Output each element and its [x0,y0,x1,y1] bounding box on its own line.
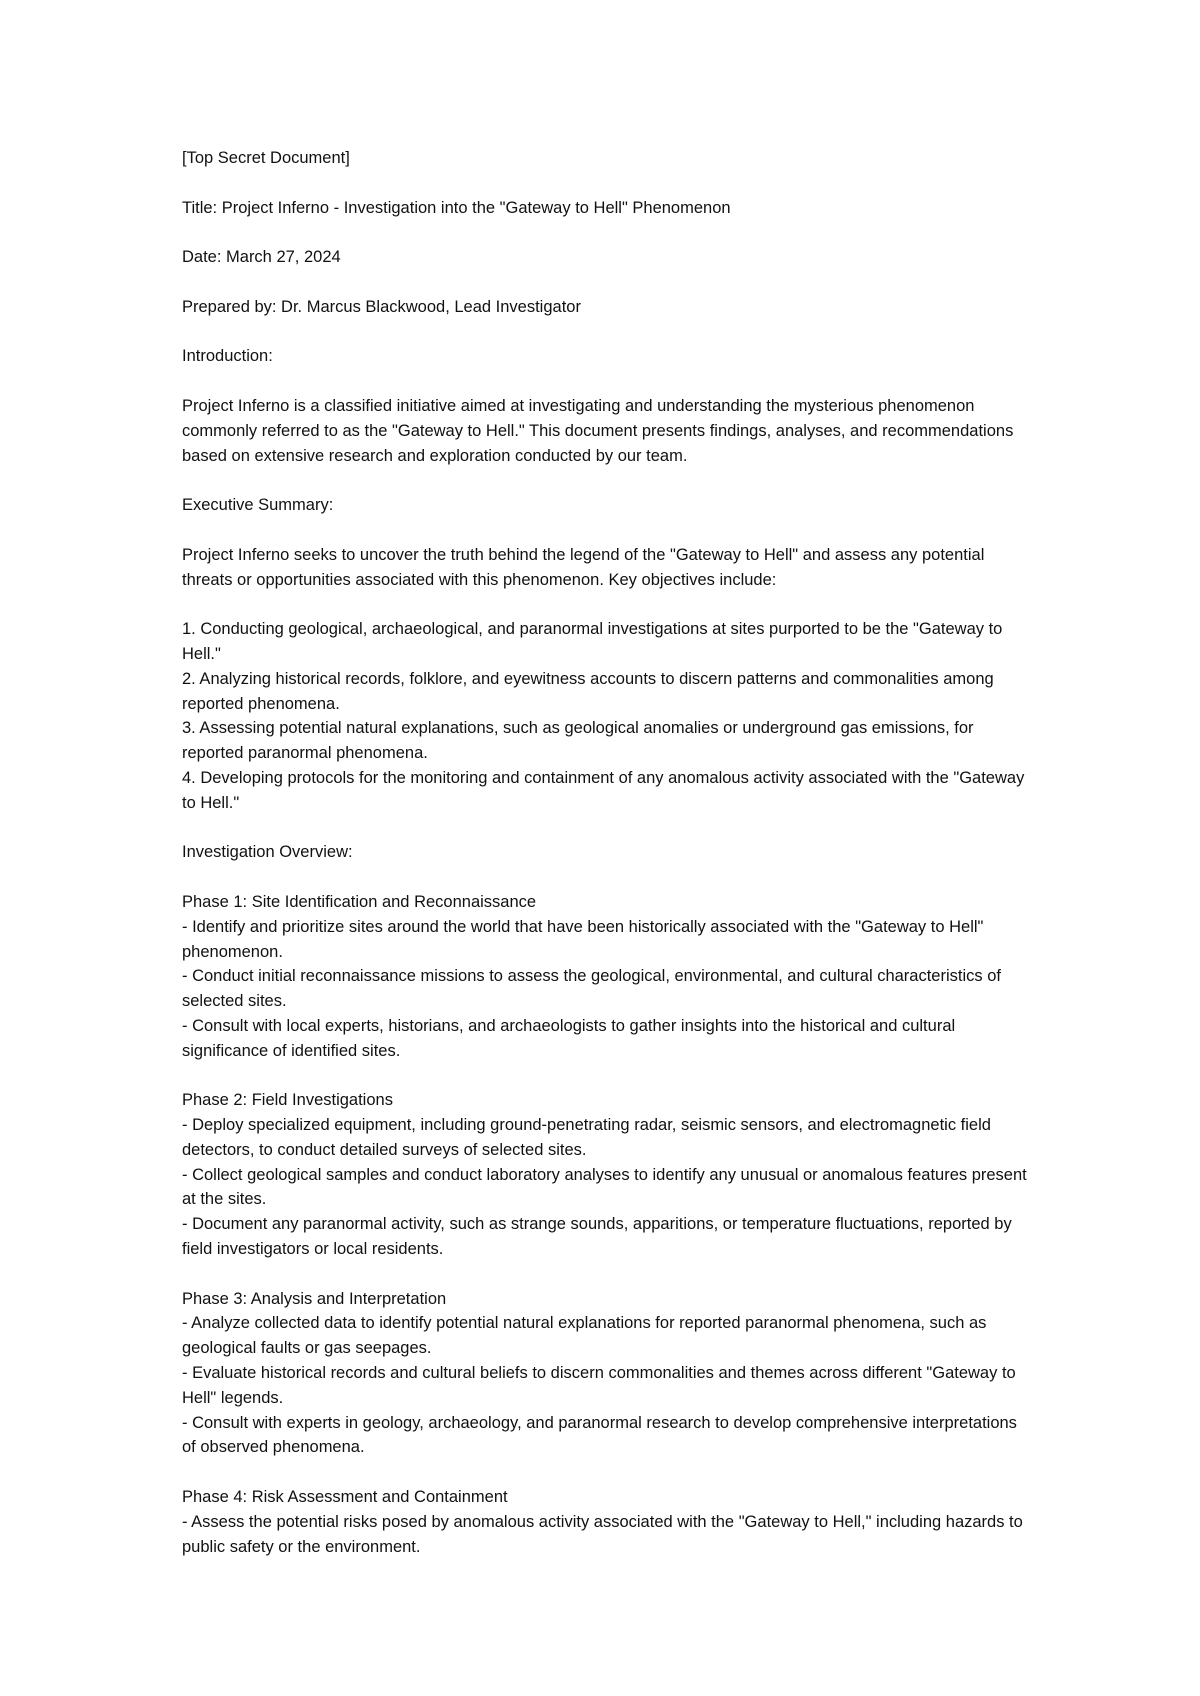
objective-item: 4. Developing protocols for the monitoring and containment of any anomalous activity associated with the "Gateway to Hell." [182,768,1025,812]
phase-item: - Consult with local experts, historians, and archaeologists to gather insights into the historical and cultural significance of identified sites. [182,1016,956,1060]
phase-item: - Identify and prioritize sites around the world that have been historically associated with the "Gateway to Hell" phenomenon. [182,917,984,961]
executive-summary-body: Project Inferno seeks to uncover the truth behind the legend of the "Gateway to Hell" and assess any potential threats or opportunities associated with this phenomenon. Key objectives include: [182,545,985,589]
phase-item: - Consult with experts in geology, archaeology, and paranormal research to develop comprehensive interpretations of observed phenomena. [182,1413,1017,1457]
document-author: Prepared by: Dr. Marcus Blackwood, Lead Investigator [182,297,581,316]
objective-item: 2. Analyzing historical records, folklore, and eyewitness accounts to discern patterns and commonalities among reported phenomena. [182,669,994,713]
executive-summary-heading: Executive Summary: [182,496,334,515]
phase-section [182,1088,1032,1262]
phase-item: - Document any paranormal activity, such as strange sounds, apparitions, or temperature fluctuations, reported by field investigators or local residents. [182,1215,1012,1259]
phase-item: - Collect geological samples and conduct laboratory analyses to identify any unusual or anomalous features present at the sites. [182,1165,1027,1209]
document-title: Title: Project Inferno - Investigation into the "Gateway to Hell" Phenomenon [182,198,731,217]
objective-item: 1. Conducting geological, archaeological, and paranormal investigations at sites purported to be the "Gateway to Hell." [182,620,1003,663]
classification-label: [Top Secret Document] [182,149,350,167]
phase-section [182,890,1032,1064]
phase-item: - Conduct initial reconnaissance missions to assess the geological, environmental, and cultural characteristics of selected sites. [182,967,1001,1011]
phase-item: - Evaluate historical records and cultural beliefs to discern commonalities and themes across different "Gateway to Hell" legends. [182,1364,1016,1407]
document-date: Date: March 27, 2024 [182,248,341,267]
phase-item: - Analyze collected data to identify potential natural explanations for reported paranormal phenomena, such as geological faults or gas seepages. [182,1314,987,1358]
phase-title: Phase 3: Analysis and Interpretation [182,1289,447,1308]
objective-item: 3. Assessing potential natural explanations, such as geological anomalies or underground gas emissions, for reported paranormal phenomena. [182,719,974,763]
phase-title: Phase 4: Risk Assessment and Containment [182,1488,508,1507]
phase-title: Phase 1: Site Identification and Reconnaissance [182,892,537,911]
phase-section [182,1287,1032,1461]
phase-item: - Deploy specialized equipment, including ground-penetrating radar, seismic sensors, and electromagnetic field detectors, to conduct detailed surveys of selected sites. [182,1116,991,1159]
investigation-overview-heading: Investigation Overview: [182,843,353,862]
phase-section [182,1485,1032,1559]
introduction-body: Project Inferno is a classified initiative aimed at investigating and understanding the mysterious phenomenon commonly referred to as the "Gateway to Hell." This document presents findings, analyses, and recommendations based on extensive research and exploration conducted by our team. [182,396,1014,465]
phase-title: Phase 2: Field Investigations [182,1091,393,1110]
introduction-heading: Introduction: [182,347,273,366]
phase-item: - Assess the potential risks posed by anomalous activity associated with the "Gateway to Hell," including hazards to public safety or the environment. [182,1512,1023,1556]
document-body [182,146,1032,1584]
objectives-list [182,617,1032,815]
